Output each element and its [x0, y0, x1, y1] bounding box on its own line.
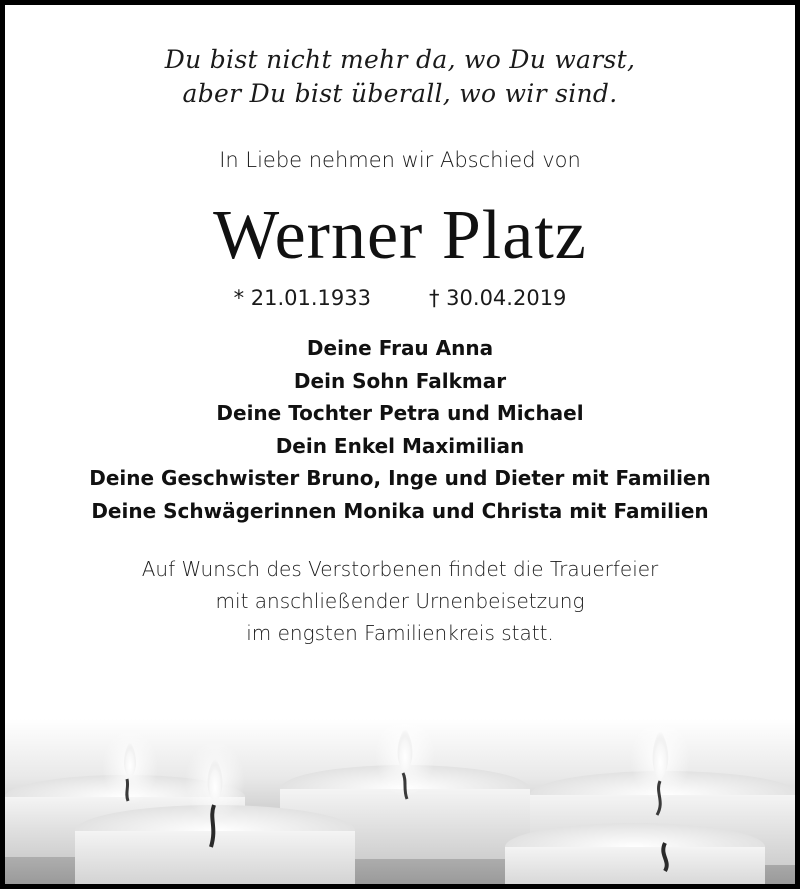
candle-front-right — [505, 823, 765, 884]
notice-line-3: im engsten Familienkreis statt. — [246, 621, 554, 645]
mourner-line: Deine Schwägerinnen Monika und Christa mit Familien — [91, 498, 709, 523]
mourner-line: Deine Tochter Petra und Michael — [216, 401, 584, 425]
mourner-line: Dein Sohn Falkmar — [293, 368, 507, 393]
mourners-list — [5, 332, 795, 527]
birth-date: * 21.01.1933 — [233, 286, 371, 310]
mourner-line: Deine Geschwister Bruno, Inge und Dieter mit Familien — [89, 466, 711, 490]
deceased-name: Werner Platz — [213, 197, 587, 274]
memorial-quote — [5, 43, 795, 111]
notice-line-2: mit anschließender Urnenbeisetzung — [215, 589, 585, 613]
quote-line-1: Du bist nicht mehr da, wo Du warst, — [164, 45, 636, 74]
notice-line-1: Auf Wunsch des Verstorbenen findet die Trauerfeier — [141, 557, 659, 581]
life-dates — [5, 283, 795, 313]
mourner-line: Deine Frau Anna — [306, 336, 494, 360]
intro-text: In Liebe nehmen wir Abschied von — [219, 148, 581, 172]
candles-image — [5, 719, 795, 884]
funeral-notice — [5, 553, 795, 649]
mourner-line: Dein Enkel Maximilian — [275, 433, 525, 458]
death-date: † 30.04.2019 — [429, 286, 567, 310]
quote-line-2: aber Du bist überall, wo wir sind. — [182, 79, 618, 108]
